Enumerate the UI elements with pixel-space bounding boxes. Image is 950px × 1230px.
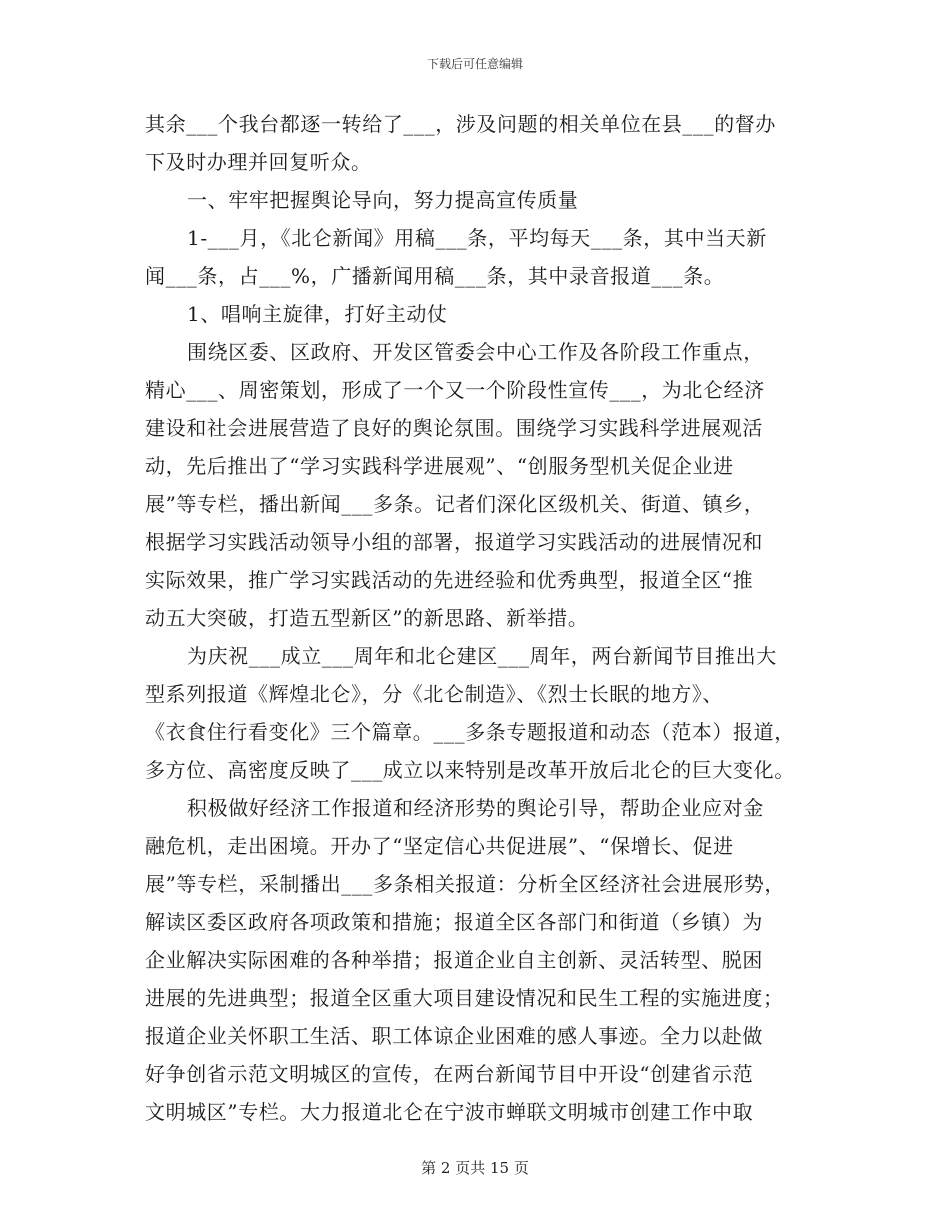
text-line: 动五大突破，打造五型新区”的新思路、新举措。 bbox=[145, 606, 589, 630]
text-line: 展”等专栏，播出新闻___多条。记者们深化区级机关、街道、镇乡， bbox=[145, 492, 765, 516]
text-line: 围绕区委、区政府、开发区管委会中心工作及各阶段工作重点， bbox=[187, 340, 764, 364]
text-line: 1-___月，《北仑新闻》用稿___条，平均每天___条，其中当天新 bbox=[187, 226, 767, 250]
page-number: 第 2 页共 15 页 bbox=[421, 1159, 529, 1177]
text-line: 实际效果，推广学习实践活动的先进经验和优秀典型，报道全区“推 bbox=[145, 568, 754, 592]
text-line: 报道企业关怀职工生活、职工体谅企业困难的感人事迹。全力以赴做 bbox=[145, 1024, 763, 1048]
text-line: 其余___个我台都逐一转给了___，涉及问题的相关单位在县___的督办 bbox=[145, 112, 776, 136]
text-line: 积极做好经济工作报道和经济形势的舆论引导，帮助企业应对金 bbox=[187, 796, 764, 820]
text-line: 闻___条，占___%，广播新闻用稿___条，其中录音报道___条。 bbox=[145, 264, 725, 288]
text-line: 文明城区”专栏。大力报道北仑在宁波市蝉联文明城市创建工作中取 bbox=[145, 1100, 754, 1124]
text-line: 动，先后推出了“学习实践科学进展观”、“创服务型机关促企业进 bbox=[145, 454, 734, 478]
text-line: 为庆祝___成立___周年和北仑建区___周年，两台新闻节目推出大 bbox=[187, 644, 777, 668]
page-header: 下载后可任意编辑 bbox=[426, 57, 523, 71]
text-line: 展”等专栏，采制播出___多条相关报道：分析全区经济社会进展形势， bbox=[145, 872, 786, 896]
text-line: 建设和社会进展营造了良好的舆论氛围。围绕学习实践科学进展观活 bbox=[145, 416, 763, 440]
section-heading: 一、牢牢把握舆论导向，努力提高宣传质量 bbox=[187, 188, 579, 212]
text-line: 型系列报道《辉煌北仑》，分《北仑制造》、《烈士长眠的地方》、 bbox=[145, 682, 723, 706]
subsection-heading: 1、唱响主旋律，打好主动仗 bbox=[187, 302, 448, 326]
text-line: 精心___、周密策划，形成了一个又一个阶段性宣传___，为北仑经济 bbox=[145, 378, 765, 402]
text-line: 解读区委区政府各项政策和措施；报道全区各部门和街道（乡镇）为 bbox=[145, 910, 763, 934]
text-line: 多方位、高密度反映了___成立以来特别是改革开放后北仑的巨大变化。 bbox=[145, 758, 795, 782]
text-line: 根据学习实践活动领导小组的部署，报道学习实践活动的进展情况和 bbox=[145, 530, 763, 554]
text-line: 下及时办理并回复听众。 bbox=[145, 150, 372, 174]
text-line: 企业解决实际困难的各种举措；报道企业自主创新、灵活转型、脱困 bbox=[145, 948, 763, 972]
text-line: 《衣食住行看变化》三个篇章。___多条专题报道和动态（范本）报道， bbox=[145, 720, 795, 744]
text-line: 融危机，走出困境。开办了“坚定信心共促进展”、“保增长、促进 bbox=[145, 834, 734, 858]
document-body bbox=[145, 105, 805, 1131]
text-line: 进展的先进典型；报道全区重大项目建设情况和民生工程的实施进度； bbox=[145, 986, 784, 1010]
text-line: 好争创省示范文明城区的宣传，在两台新闻节目中开设“创建省示范 bbox=[145, 1062, 754, 1086]
